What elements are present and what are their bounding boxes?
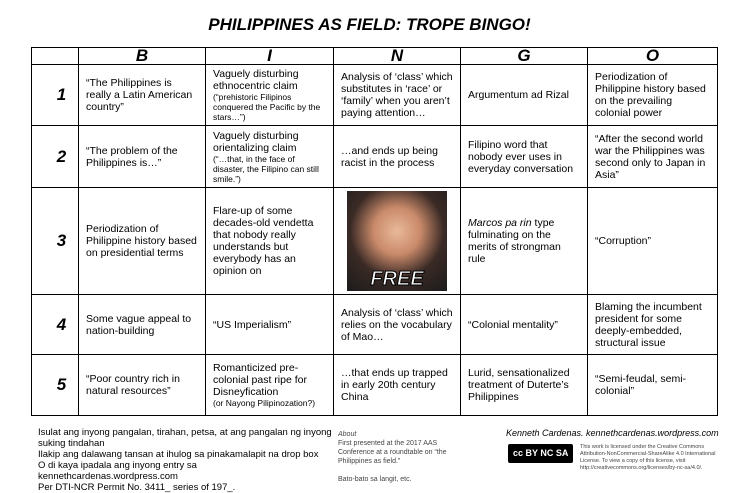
bingo-square[interactable] xyxy=(588,65,718,126)
square-text: Filipino word that nobody ever uses in everyday conversation xyxy=(468,138,574,175)
bingo-square[interactable] xyxy=(206,295,334,355)
bingo-square[interactable] xyxy=(588,295,718,355)
square-text: Romanticized pre-colonial past ripe for Disneyfication xyxy=(213,362,307,398)
bingo-square[interactable] xyxy=(588,126,718,188)
bingo-square[interactable] xyxy=(334,355,461,416)
row-number: 1 xyxy=(32,65,79,126)
bingo-square[interactable] xyxy=(206,188,334,295)
bingo-square[interactable] xyxy=(206,126,334,188)
square-text: type fulminating on the merits of strongman rule xyxy=(468,217,561,265)
square-text: Flare-up of some decades-old vendetta that nobody really understands but everybody has an opinion on xyxy=(213,205,314,277)
square-text: Lurid, sensationalized treatment of Duterte’s Philippines xyxy=(468,367,570,403)
square-text: Analysis of ‘class’ which relies on the vocabulary of Mao… xyxy=(341,306,453,343)
about-note: Bato-bato sa langit, etc. xyxy=(338,476,412,483)
bingo-square[interactable] xyxy=(79,295,206,355)
square-text: “Corruption” xyxy=(595,235,652,247)
square-text: “The problem of the Philippines is…” xyxy=(86,144,178,169)
square-text: Analysis of ‘class’ which substitutes in ‘race’ or ‘family’ when you aren’t paying attention… xyxy=(341,71,453,119)
bingo-square[interactable] xyxy=(588,188,718,295)
header-row xyxy=(32,48,718,65)
square-text: …and ends up being racist in the process xyxy=(341,144,438,169)
square-text: “US Imperialism” xyxy=(213,318,292,331)
square-text: “The Philippines is really a Latin American country” xyxy=(86,77,193,113)
instruction-line: O di kaya ipadala ang inyong entry sa kennethcardenas.wordpress.com xyxy=(38,460,197,482)
column-header-i: I xyxy=(206,48,334,65)
square-note: (“prehistoric Filipinos conquered the Pacific by the stars…”) xyxy=(213,92,321,122)
square-note: (“…that, in the face of disaster, the Filipino can still smile.”) xyxy=(213,153,319,184)
row-number: 4 xyxy=(32,295,79,355)
square-text: “Colonial mentality” xyxy=(468,318,558,331)
bingo-square[interactable] xyxy=(334,295,461,355)
author-credit: Kenneth Cardenas. kennethcardenas.wordpress.com xyxy=(506,428,719,438)
bingo-square[interactable] xyxy=(461,188,588,295)
square-text: “Poor country rich in natural resources” xyxy=(86,373,180,397)
free-space-photo xyxy=(347,191,447,291)
bingo-square[interactable] xyxy=(79,126,206,188)
bingo-row xyxy=(32,188,718,295)
bingo-square[interactable] xyxy=(461,126,588,188)
license-text: This work is licensed under the Creative Commons Attribution-NonCommercial-ShareAlike 4.0 International License. To view a copy of this license, visit http://creativecommons.org/licenses/by-nc-sa/4.0/. xyxy=(580,444,716,471)
square-italic-text: Marcos pa rin xyxy=(468,217,532,229)
bingo-square[interactable] xyxy=(588,355,718,416)
page-title: PHILIPPINES AS FIELD: TROPE BINGO! xyxy=(208,15,531,34)
bingo-square[interactable] xyxy=(334,65,461,126)
square-note: (or Nayong Pilipinozation?) xyxy=(213,398,316,408)
bingo-square[interactable] xyxy=(461,65,588,126)
square-text: “After the second world war the Philippines was second only to Japan in Asia” xyxy=(595,132,706,181)
instruction-line: Ilakip ang dalawang tansan at ihulog sa pinakamalapit na drop box xyxy=(38,449,319,460)
column-header-o: O xyxy=(588,48,718,65)
bingo-row xyxy=(32,126,718,188)
bingo-row xyxy=(32,355,718,416)
column-header-g: G xyxy=(461,48,588,65)
instruction-line: Per DTI-NCR Permit No. 3411_ series of 197_. xyxy=(38,482,236,493)
square-text: Periodization of Philippine history based on presidential terms xyxy=(86,223,197,259)
instruction-line: Isulat ang inyong pangalan, tirahan, petsa, at ang pangalan ng inyong suking tindahan xyxy=(38,427,332,449)
free-label: FREE xyxy=(370,268,424,290)
bingo-row xyxy=(32,65,718,126)
about-text: First presented at the 2017 AAS Conference at a roundtable on “the Philippines as field.” xyxy=(338,440,447,465)
square-text: Blaming the incumbent president for some deeply-embedded, structural issue xyxy=(595,300,702,349)
bingo-square[interactable] xyxy=(79,188,206,295)
square-text: Argumentum ad Rizal xyxy=(468,89,569,101)
row-number: 3 xyxy=(32,188,79,295)
bingo-square[interactable] xyxy=(206,65,334,126)
bingo-square[interactable] xyxy=(334,188,461,295)
bingo-square[interactable] xyxy=(461,355,588,416)
about-section xyxy=(338,430,458,484)
row-number: 2 xyxy=(32,126,79,188)
bingo-square[interactable] xyxy=(461,295,588,355)
instructions xyxy=(38,427,338,493)
square-text: Vaguely disturbing ethnocentric claim xyxy=(213,68,299,92)
license-block xyxy=(508,444,733,472)
row-number: 5 xyxy=(32,355,79,416)
bingo-row xyxy=(32,295,718,355)
column-header-b: B xyxy=(79,48,206,65)
column-header-n: N xyxy=(334,48,461,65)
about-title: About xyxy=(338,431,357,438)
bingo-square[interactable] xyxy=(79,65,206,126)
square-text: Vaguely disturbing orientalizing claim xyxy=(213,129,299,154)
square-text: Periodization of Philippine history based on the prevailing colonial power xyxy=(595,71,706,119)
square-text: “Semi-feudal, semi-colonial” xyxy=(595,373,687,397)
square-text: Some vague appeal to nation-building xyxy=(86,312,192,337)
square-text: …that ends up trapped in early 20th century China xyxy=(341,367,448,403)
bingo-square[interactable] xyxy=(206,355,334,416)
bingo-square[interactable] xyxy=(79,355,206,416)
cc-license-badge: cc BY NC SA xyxy=(508,444,573,463)
bingo-square[interactable] xyxy=(334,126,461,188)
bingo-card xyxy=(31,47,718,416)
